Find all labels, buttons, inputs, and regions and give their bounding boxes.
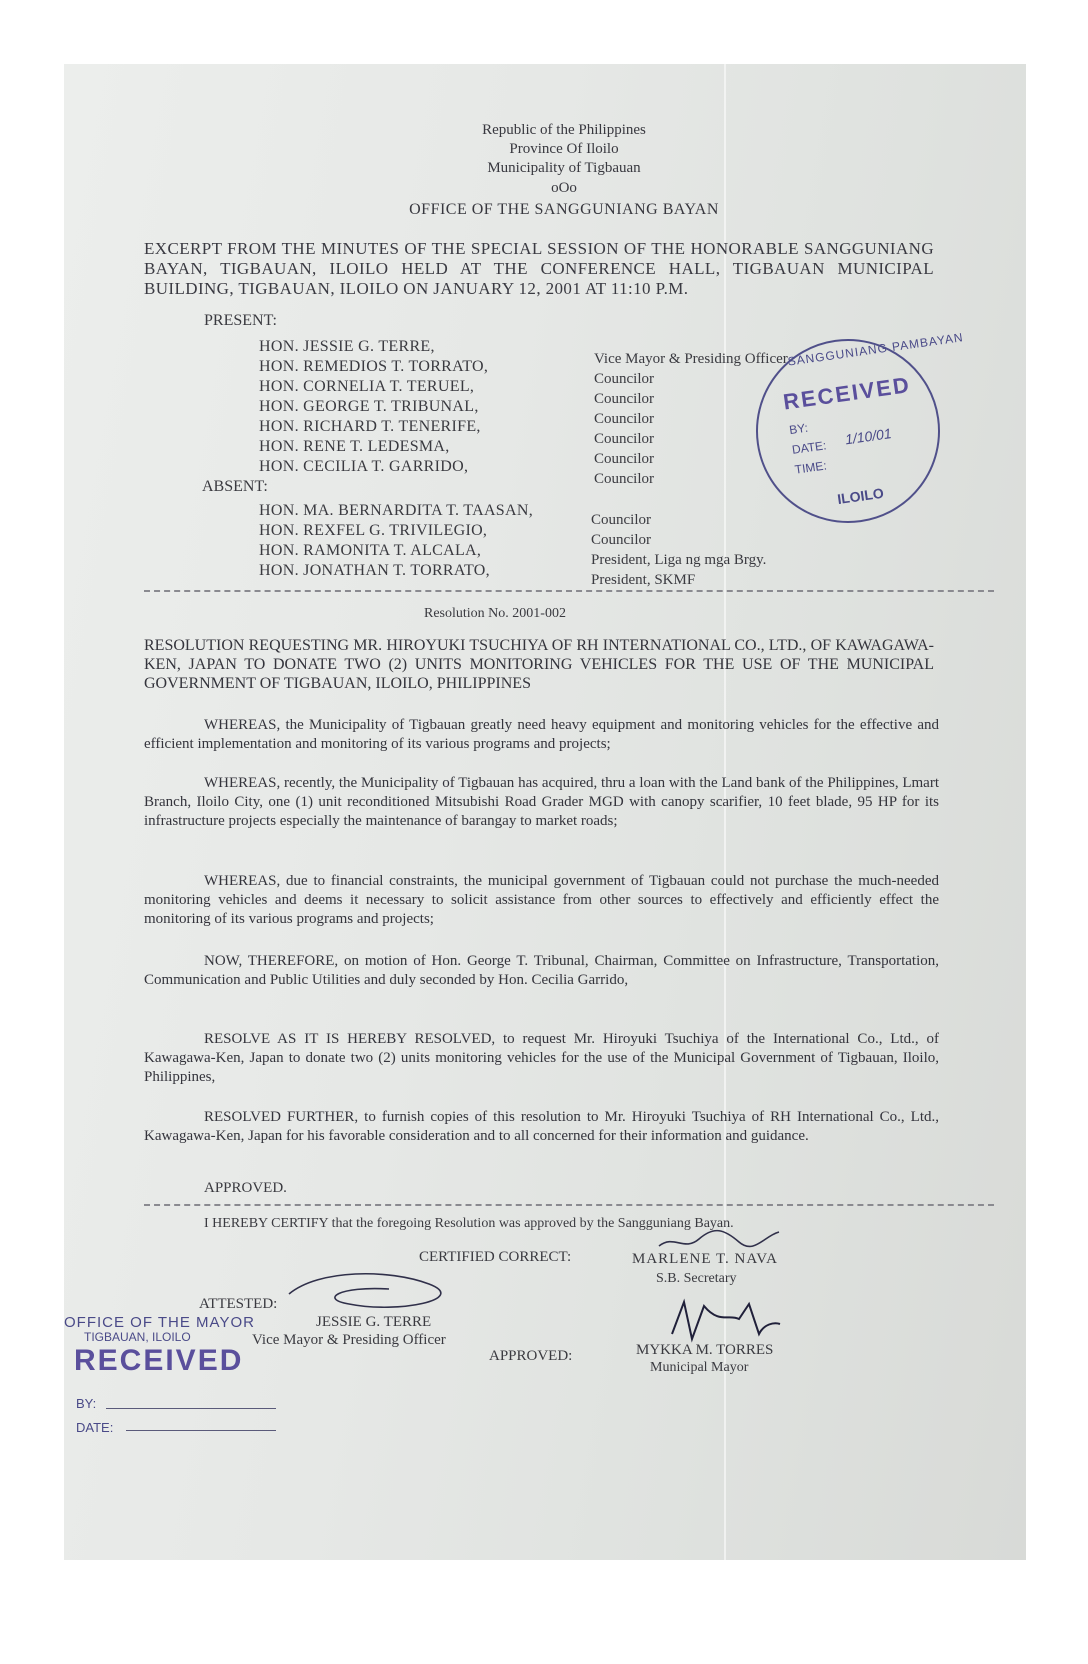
stamp-arc-text: SANGGUNIANG PAMBAYAN <box>786 330 965 369</box>
absent-position: President, SKMF <box>591 572 696 588</box>
present-member: HON. CORNELIA T. TERUEL, <box>259 378 475 395</box>
document-page <box>64 64 1026 1560</box>
whereas-paragraph: WHEREAS, the Municipality of Tigbauan greatly need heavy equipment and monitoring vehicles for the effective and efficient implementation and monitoring of its various programs and projects; <box>144 717 939 752</box>
stamp-office-line: OFFICE OF THE MAYOR <box>64 1314 255 1331</box>
present-position: Councilor <box>594 451 654 467</box>
vice-mayor-title: Vice Mayor & Presiding Officer <box>252 1332 446 1348</box>
stamp-received-bottom: RECEIVED <box>74 1344 244 1377</box>
present-position: Councilor <box>594 371 654 387</box>
stamp-date-label-bottom: DATE: <box>76 1420 114 1435</box>
mayor-title: Municipal Mayor <box>650 1360 749 1375</box>
absent-position: President, Liga ng mga Brgy. <box>591 552 767 568</box>
present-member: HON. RICHARD T. TENERIFE, <box>259 418 481 435</box>
mayor-name: MYKKA M. TORRES <box>636 1342 774 1358</box>
whereas-paragraph: WHEREAS, due to financial constraints, the municipal government of Tigbauan could not purchase the much-needed monitoring vehicles and deems it necessary to solicit assistance from other sources to effectively and efficiently effect the monitoring of its various programs and projects; <box>144 873 939 927</box>
stamp-by-label-bottom: BY: <box>76 1396 97 1411</box>
minutes-excerpt: EXCERPT FROM THE MINUTES OF THE SPECIAL SESSION OF THE HONORABLE SANGGUNIANG BAYAN, TIGBAUAN, ILOILO HELD AT THE CONFERENCE HALL, TIGBAUAN MUNICIPAL BUILDING, TIGBAUAN, ILOILO ON JANUARY 12, 2001 AT 11:10 P.M. <box>144 239 934 298</box>
secretary-name: MARLENE T. NAVA <box>632 1251 778 1267</box>
whereas-paragraph: WHEREAS, recently, the Municipality of Tigbauan has acquired, thru a loan with the Land bank of the Philippines, Lmart Branch, Iloilo City, one (1) unit reconditioned Mitsubishi Road Grader MGD with canopy scarifier, 10 feet blade, 95 HP for its infrastructure projects especially the maintenance of barangay to market roads; <box>144 775 939 829</box>
absent-position: Councilor <box>591 512 651 528</box>
header-ooo: oOo <box>551 180 577 196</box>
stamp-time-label: TIME: <box>793 458 828 477</box>
present-position: Councilor <box>594 431 654 447</box>
secretary-title: S.B. Secretary <box>656 1271 737 1286</box>
stamp-date-value: 1/10/01 <box>844 425 893 448</box>
present-position: Councilor <box>594 391 654 407</box>
absent-label: ABSENT: <box>202 478 268 495</box>
absent-member: HON. RAMONITA T. ALCALA, <box>259 542 482 559</box>
mayor-signature-icon <box>664 1294 784 1349</box>
stamp-location-line: TIGBAUAN, ILOILO <box>84 1330 191 1344</box>
divider <box>144 1204 994 1206</box>
absent-position: Councilor <box>591 532 651 548</box>
present-member: HON. GEORGE T. TRIBUNAL, <box>259 398 479 415</box>
header-province: Province Of Iloilo <box>509 141 619 157</box>
stamp-date-label: DATE: <box>791 438 828 457</box>
header-republic: Republic of the Philippines <box>482 122 646 138</box>
therefore-paragraph: NOW, THEREFORE, on motion of Hon. George T. Tribunal, Chairman, Committee on Infrastructure, Transportation, Communication and Public Utilities and duly seconded by Hon. Cecilia Garrido, <box>144 953 939 988</box>
header-office: OFFICE OF THE SANGGUNIANG BAYAN <box>409 201 719 218</box>
secretary-signature-icon <box>654 1224 784 1254</box>
vice-mayor-name: JESSIE G. TERRE <box>316 1314 432 1330</box>
resolution-title: RESOLUTION REQUESTING MR. HIROYUKI TSUCHIYA OF RH INTERNATIONAL CO., LTD., OF KAWAGAWA-KEN, JAPAN TO DONATE TWO (2) UNITS MONITORING VEHICLES FOR THE USE OF THE MUNICIPAL GOVERNMENT OF TIGBAUAN, ILOILO, PHILIPPINES <box>144 637 934 692</box>
present-position: Councilor <box>594 411 654 427</box>
stamp-by-label: BY: <box>788 420 809 438</box>
stamp-date-line <box>126 1430 276 1431</box>
resolution-number: Resolution No. 2001-002 <box>424 606 566 621</box>
present-member: HON. JESSIE G. TERRE, <box>259 338 435 355</box>
present-member: HON. CECILIA T. GARRIDO, <box>259 458 469 475</box>
absent-member: HON. MA. BERNARDITA T. TAASAN, <box>259 502 534 519</box>
absent-member: HON. JONATHAN T. TORRATO, <box>259 562 490 579</box>
approved-line: APPROVED. <box>204 1180 287 1196</box>
resolved-paragraph: RESOLVE AS IT IS HEREBY RESOLVED, to request Mr. Hiroyuki Tsuchiya of the International Co., Ltd., of Kawagawa-Ken, Japan to donate two (2) units monitoring vehicles for the use of the Municipal Government of Tigbauan, Iloilo, Philippines, <box>144 1031 939 1085</box>
absent-member: HON. REXFEL G. TRIVILEGIO, <box>259 522 488 539</box>
present-member: HON. RENE T. LEDESMA, <box>259 438 450 455</box>
certify-statement: I HEREBY CERTIFY that the foregoing Resolution was approved by the Sangguniang Bayan. <box>204 1216 734 1231</box>
resolved-further-paragraph: RESOLVED FURTHER, to furnish copies of this resolution to Mr. Hiroyuki Tsuchiya of RH International Co., Ltd., Kawagawa-Ken, Japan for his favorable consideration and to all concerned for their information and guidance. <box>144 1109 939 1144</box>
present-position: Councilor <box>594 471 654 487</box>
stamp-bottom-text: ILOILO <box>836 484 885 508</box>
approved-label: APPROVED: <box>489 1348 573 1364</box>
divider <box>144 590 994 592</box>
present-position: Vice Mayor & Presiding Officer <box>594 351 788 367</box>
stamp-by-line <box>106 1408 276 1409</box>
certified-correct-label: CERTIFIED CORRECT: <box>419 1249 572 1265</box>
present-label: PRESENT: <box>204 312 277 329</box>
stamp-received: RECEIVED <box>781 371 913 415</box>
attested-label: ATTESTED: <box>199 1296 278 1312</box>
present-member: HON. REMEDIOS T. TORRATO, <box>259 358 489 375</box>
header-municipality: Municipality of Tigbauan <box>487 160 641 176</box>
